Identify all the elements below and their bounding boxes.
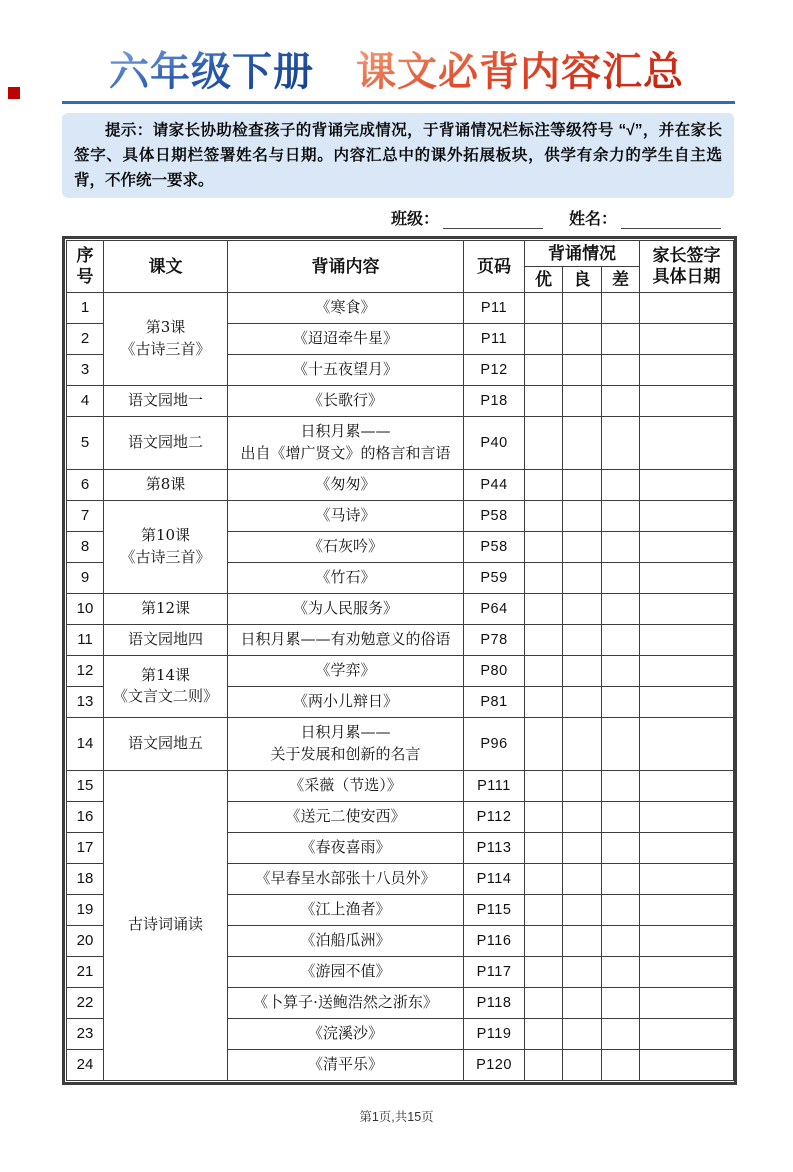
row-number: 9 <box>67 562 104 593</box>
signature-cell <box>640 292 734 323</box>
status-good-cell <box>563 832 602 863</box>
signature-cell <box>640 925 734 956</box>
page-cell: P58 <box>464 531 525 562</box>
row-number: 6 <box>67 469 104 500</box>
page-cell: P111 <box>464 770 525 801</box>
row-number: 23 <box>67 1018 104 1049</box>
status-good-cell <box>563 292 602 323</box>
status-poor-cell <box>602 987 640 1018</box>
signature-cell <box>640 416 734 469</box>
signature-cell <box>640 655 734 686</box>
content-cell: 《春夜喜雨》 <box>228 832 464 863</box>
col-header-signature-line2: 具体日期 <box>652 267 721 287</box>
status-good-cell <box>563 500 602 531</box>
status-good-cell <box>563 531 602 562</box>
content-cell: 《泊船瓜洲》 <box>228 925 464 956</box>
name-blank-field[interactable] <box>621 212 721 229</box>
lesson-cell <box>104 469 228 500</box>
row-number: 13 <box>67 686 104 717</box>
status-excellent-cell <box>525 292 563 323</box>
status-poor-cell <box>602 323 640 354</box>
status-good-cell <box>563 717 602 770</box>
content-cell: 《石灰吟》 <box>228 531 464 562</box>
col-header-number-line2: 号 <box>76 267 94 287</box>
page-cell: P12 <box>464 354 525 385</box>
status-good-cell <box>563 956 602 987</box>
lesson-line: 《古诗三首》 <box>120 339 211 358</box>
page-cell: P11 <box>464 292 525 323</box>
status-good-cell <box>563 1049 602 1080</box>
content-cell: 《竹石》 <box>228 562 464 593</box>
content-cell: 《采薇（节选）》 <box>228 770 464 801</box>
status-good-cell <box>563 323 602 354</box>
signature-cell <box>640 593 734 624</box>
row-number: 12 <box>67 655 104 686</box>
col-header-signature-line1: 家长签字 <box>652 246 721 266</box>
table-row <box>67 385 734 416</box>
signature-cell <box>640 354 734 385</box>
page-cell: P112 <box>464 801 525 832</box>
content-cell: 《长歌行》 <box>228 385 464 416</box>
signature-cell <box>640 500 734 531</box>
table-row <box>67 469 734 500</box>
signature-cell <box>640 624 734 655</box>
content-cell: 《马诗》 <box>228 500 464 531</box>
signature-cell <box>640 894 734 925</box>
content-cell: 日积月累——有劝勉意义的俗语 <box>228 624 464 655</box>
signature-cell <box>640 385 734 416</box>
status-poor-cell <box>602 801 640 832</box>
page-cell: P118 <box>464 987 525 1018</box>
col-header-number <box>67 240 104 292</box>
page-cell: P96 <box>464 717 525 770</box>
tip-box: 提示：请家长协助检查孩子的背诵完成情况，于背诵情况栏标注等级符号 “√”，并在家长签字、具体日期栏签署姓名与日期。内容汇总中的课外拓展板块，供学有余力的学生自主选背，不作统一要求。 <box>62 113 734 198</box>
status-excellent-cell <box>525 531 563 562</box>
status-good-cell <box>563 1018 602 1049</box>
lesson-cell <box>104 770 228 1080</box>
status-excellent-cell <box>525 686 563 717</box>
lesson-line: 古诗词诵读 <box>127 915 203 934</box>
signature-cell <box>640 1049 734 1080</box>
lesson-cell <box>104 292 228 385</box>
signature-cell <box>640 987 734 1018</box>
status-good-cell <box>563 801 602 832</box>
content-cell: 《清平乐》 <box>228 1049 464 1080</box>
lesson-line: 语文园地二 <box>127 432 203 451</box>
status-poor-cell <box>602 354 640 385</box>
table-row <box>67 770 734 801</box>
status-good-cell <box>563 655 602 686</box>
status-poor-cell <box>602 1018 640 1049</box>
col-header-number-line1: 序 <box>76 246 94 266</box>
status-excellent-cell <box>525 416 563 469</box>
page-cell: P80 <box>464 655 525 686</box>
status-poor-cell <box>602 593 640 624</box>
content-cell: 《匆匆》 <box>228 469 464 500</box>
page-cell: P44 <box>464 469 525 500</box>
status-good-cell <box>563 562 602 593</box>
row-number: 15 <box>67 770 104 801</box>
content-cell: 《江上渔者》 <box>228 894 464 925</box>
content-cell: 《学弈》 <box>228 655 464 686</box>
table-row <box>67 292 734 323</box>
status-excellent-cell <box>525 323 563 354</box>
status-poor-cell <box>602 292 640 323</box>
class-label: 班级： <box>390 210 439 228</box>
row-number: 22 <box>67 987 104 1018</box>
page-cell: P113 <box>464 832 525 863</box>
status-poor-cell <box>602 655 640 686</box>
content-cell: 《迢迢牵牛星》 <box>228 323 464 354</box>
lesson-line: 第14课 <box>140 665 191 684</box>
page-cell: P119 <box>464 1018 525 1049</box>
status-good-cell <box>563 385 602 416</box>
lesson-line: 第3课 <box>145 318 186 337</box>
status-excellent-cell <box>525 801 563 832</box>
content-cell: 《为人民服务》 <box>228 593 464 624</box>
row-number: 1 <box>67 292 104 323</box>
signature-cell <box>640 863 734 894</box>
status-good-cell <box>563 593 602 624</box>
lesson-line: 《文言文二则》 <box>112 687 218 706</box>
page-cell: P78 <box>464 624 525 655</box>
signature-cell <box>640 1018 734 1049</box>
status-poor-cell <box>602 770 640 801</box>
status-excellent-cell <box>525 500 563 531</box>
col-header-status-poor: 差 <box>602 266 640 292</box>
page-cell: P81 <box>464 686 525 717</box>
content-cell: 《送元二使安西》 <box>228 801 464 832</box>
status-excellent-cell <box>525 987 563 1018</box>
signature-cell <box>640 956 734 987</box>
status-excellent-cell <box>525 770 563 801</box>
row-number: 20 <box>67 925 104 956</box>
lesson-cell <box>104 624 228 655</box>
page-cell: P115 <box>464 894 525 925</box>
content-line: 日积月累—— <box>300 723 391 742</box>
row-number: 7 <box>67 500 104 531</box>
page-cell: P114 <box>464 863 525 894</box>
table-row <box>67 500 734 531</box>
status-excellent-cell <box>525 624 563 655</box>
page-cell: P18 <box>464 385 525 416</box>
signature-cell <box>640 531 734 562</box>
col-header-signature <box>640 240 734 292</box>
col-header-status: 背诵情况 <box>525 240 640 266</box>
status-poor-cell <box>602 416 640 469</box>
page-cell: P11 <box>464 323 525 354</box>
row-number: 4 <box>67 385 104 416</box>
name-label: 姓名： <box>568 210 617 228</box>
status-poor-cell <box>602 1049 640 1080</box>
status-excellent-cell <box>525 385 563 416</box>
lesson-line: 语文园地四 <box>127 629 203 648</box>
lesson-line: 语文园地五 <box>127 733 203 752</box>
page-title-grade: 六年级下册 <box>109 50 314 94</box>
col-header-content: 背诵内容 <box>228 240 464 292</box>
status-excellent-cell <box>525 562 563 593</box>
status-good-cell <box>563 416 602 469</box>
signature-cell <box>640 770 734 801</box>
lesson-line: 第8课 <box>145 474 186 493</box>
content-cell: 《卜算子·送鲍浩然之浙东》 <box>228 987 464 1018</box>
content-line: 关于发展和创新的名言 <box>270 744 421 763</box>
table-row <box>67 717 734 770</box>
table-row <box>67 624 734 655</box>
signature-cell <box>640 717 734 770</box>
status-excellent-cell <box>525 655 563 686</box>
page-title <box>0 50 793 95</box>
status-excellent-cell <box>525 863 563 894</box>
status-good-cell <box>563 770 602 801</box>
status-excellent-cell <box>525 894 563 925</box>
status-poor-cell <box>602 956 640 987</box>
status-excellent-cell <box>525 354 563 385</box>
page-cell: P120 <box>464 1049 525 1080</box>
content-cell <box>228 416 464 469</box>
status-excellent-cell <box>525 1049 563 1080</box>
lesson-line: 第10课 <box>140 526 191 545</box>
row-number: 5 <box>67 416 104 469</box>
table-row <box>67 655 734 686</box>
status-poor-cell <box>602 863 640 894</box>
lesson-cell <box>104 717 228 770</box>
col-header-status-excellent: 优 <box>525 266 563 292</box>
lesson-cell <box>104 593 228 624</box>
lesson-cell <box>104 655 228 717</box>
content-line: 出自《增广贤文》的格言和言语 <box>240 443 451 462</box>
content-line: 日积月累—— <box>300 422 391 441</box>
status-poor-cell <box>602 925 640 956</box>
signature-cell <box>640 832 734 863</box>
row-number: 14 <box>67 717 104 770</box>
status-good-cell <box>563 686 602 717</box>
row-number: 18 <box>67 863 104 894</box>
signature-cell <box>640 323 734 354</box>
status-poor-cell <box>602 562 640 593</box>
table-row <box>67 416 734 469</box>
page-cell: P58 <box>464 500 525 531</box>
lesson-line: 语文园地一 <box>127 390 203 409</box>
table-row <box>67 593 734 624</box>
col-header-lesson: 课文 <box>104 240 228 292</box>
student-info-row <box>0 206 721 229</box>
row-number: 17 <box>67 832 104 863</box>
status-poor-cell <box>602 385 640 416</box>
recitation-table <box>62 236 737 1085</box>
lesson-cell <box>104 385 228 416</box>
status-good-cell <box>563 354 602 385</box>
status-good-cell <box>563 987 602 1018</box>
status-poor-cell <box>602 686 640 717</box>
status-excellent-cell <box>525 832 563 863</box>
row-number: 16 <box>67 801 104 832</box>
status-poor-cell <box>602 624 640 655</box>
page-title-subject: 课文必背内容汇总 <box>356 50 684 94</box>
row-number: 3 <box>67 354 104 385</box>
status-excellent-cell <box>525 956 563 987</box>
status-poor-cell <box>602 531 640 562</box>
row-number: 11 <box>67 624 104 655</box>
corner-mark <box>8 87 20 99</box>
status-good-cell <box>563 894 602 925</box>
content-cell: 《两小儿辩日》 <box>228 686 464 717</box>
page-cell: P59 <box>464 562 525 593</box>
lesson-line: 第12课 <box>140 598 191 617</box>
page-cell: P40 <box>464 416 525 469</box>
row-number: 8 <box>67 531 104 562</box>
row-number: 2 <box>67 323 104 354</box>
page-cell: P117 <box>464 956 525 987</box>
status-poor-cell <box>602 717 640 770</box>
page-cell: P116 <box>464 925 525 956</box>
signature-cell <box>640 801 734 832</box>
content-cell: 《寒食》 <box>228 292 464 323</box>
row-number: 10 <box>67 593 104 624</box>
status-poor-cell <box>602 469 640 500</box>
row-number: 21 <box>67 956 104 987</box>
col-header-page: 页码 <box>464 240 525 292</box>
status-good-cell <box>563 469 602 500</box>
content-cell: 《浣溪沙》 <box>228 1018 464 1049</box>
content-cell: 《游园不值》 <box>228 956 464 987</box>
page-cell: P64 <box>464 593 525 624</box>
status-good-cell <box>563 863 602 894</box>
content-cell <box>228 717 464 770</box>
status-poor-cell <box>602 832 640 863</box>
status-poor-cell <box>602 500 640 531</box>
lesson-cell <box>104 416 228 469</box>
row-number: 19 <box>67 894 104 925</box>
status-excellent-cell <box>525 717 563 770</box>
status-excellent-cell <box>525 593 563 624</box>
signature-cell <box>640 562 734 593</box>
page-number: 第1页,共15页 <box>359 1109 434 1124</box>
status-excellent-cell <box>525 925 563 956</box>
class-blank-field[interactable] <box>443 212 543 229</box>
title-underline <box>62 101 735 104</box>
status-excellent-cell <box>525 1018 563 1049</box>
status-excellent-cell <box>525 469 563 500</box>
content-cell: 《早春呈水部张十八员外》 <box>228 863 464 894</box>
status-good-cell <box>563 925 602 956</box>
lesson-cell <box>104 500 228 593</box>
content-cell: 《十五夜望月》 <box>228 354 464 385</box>
status-poor-cell <box>602 894 640 925</box>
lesson-line: 《古诗三首》 <box>120 547 211 566</box>
col-header-status-good: 良 <box>563 266 602 292</box>
signature-cell <box>640 469 734 500</box>
row-number: 24 <box>67 1049 104 1080</box>
status-good-cell <box>563 624 602 655</box>
signature-cell <box>640 686 734 717</box>
